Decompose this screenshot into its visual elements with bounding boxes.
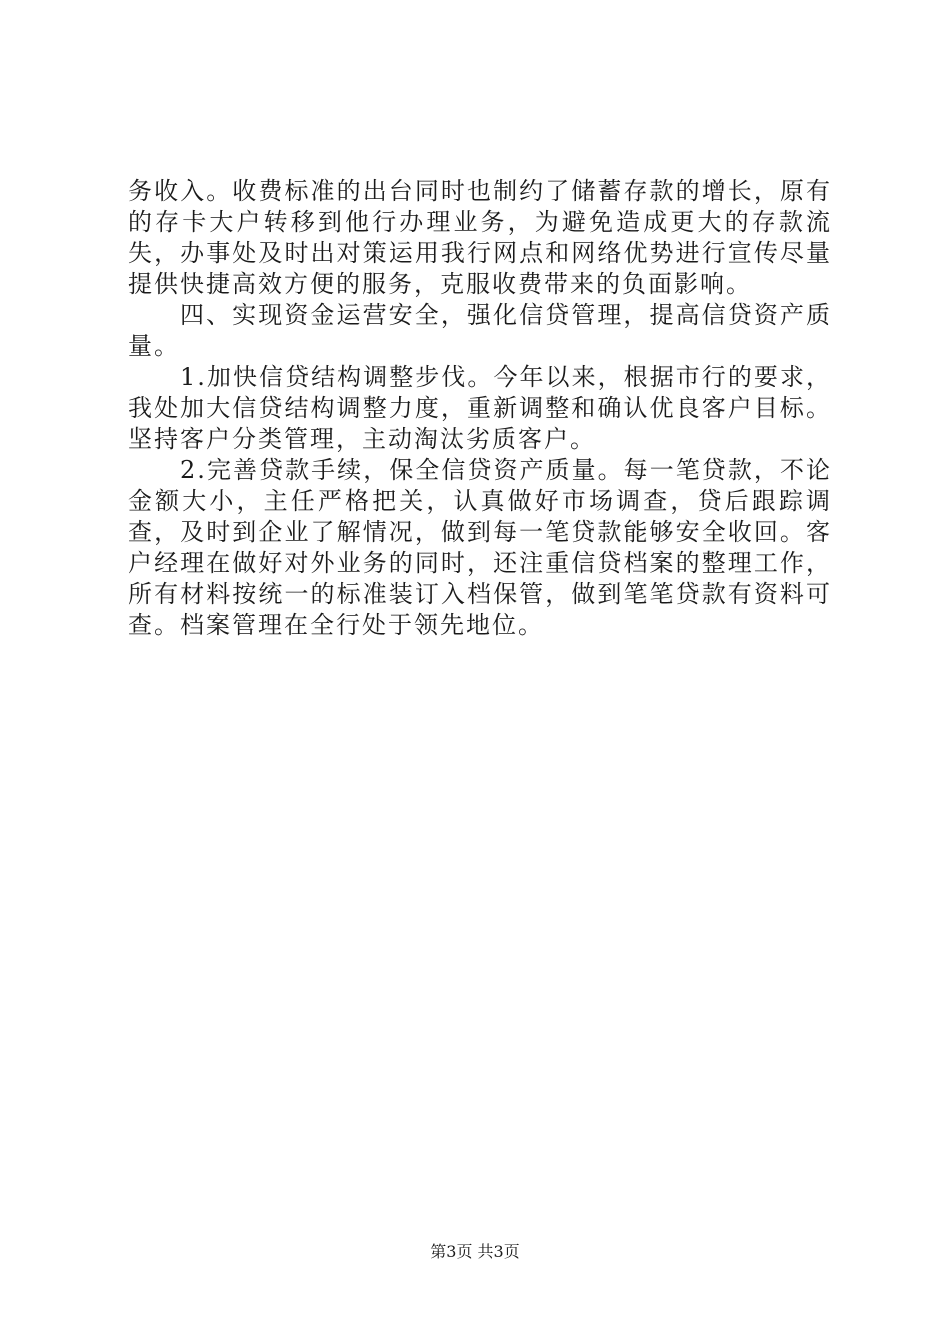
section-heading-four: 四、实现资金运营安全，强化信贷管理，提高信贷资产质量。 [128, 301, 832, 360]
paragraph-item-1: 1.加快信贷结构调整步伐。今年以来，根据市行的要求，我处加大信贷结构调整力度，重新调整和确认优良客户目标。坚持客户分类管理，主动淘汰劣质客户。 [128, 363, 832, 453]
document-body [128, 176, 832, 641]
paragraph-continuation: 务收入。收费标准的出台同时也制约了储蓄存款的增长，原有的存卡大户转移到他行办理业务，为避免造成更大的存款流失，办事处及时出对策运用我行网点和网络优势进行宣传尽量提供快捷高效方便的服务，克服收费带来的负面影响。 [128, 177, 832, 298]
page-number-footer: 第3页 共3页 [430, 1242, 520, 1261]
paragraph-item-2: 2.完善贷款手续，保全信贷资产质量。每一笔贷款，不论金额大小，主任严格把关，认真做好市场调查，贷后跟踪调查，及时到企业了解情况，做到每一笔贷款能够安全收回。客户经理在做好对外业务的同时，还注重信贷档案的整理工作，所有材料按统一的标准装订入档保管，做到笔笔贷款有资料可查。档案管理在全行处于领先地位。 [128, 456, 832, 639]
